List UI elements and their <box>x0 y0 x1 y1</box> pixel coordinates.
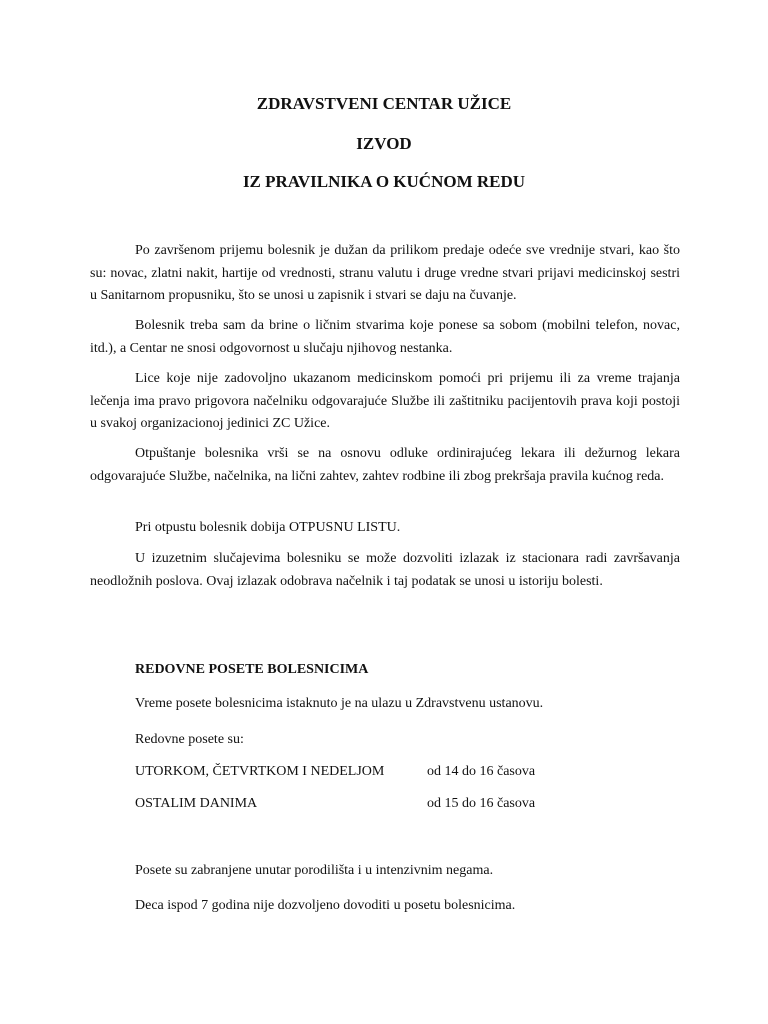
visit-schedule-row <box>135 762 535 782</box>
paragraph-complaints <box>90 368 680 436</box>
visit-hours: od 15 do 16 časova <box>427 796 536 811</box>
visits-restricted-note: Posete su zabranjene unutar porodilišta i u intenzivnim negama. <box>135 863 494 878</box>
paragraph-discharge <box>90 443 680 488</box>
paragraph-text: Po završenom prijemu bolesnik je dužan da prilikom predaje odeće sve vrednije stvari, kao što su: novac, zlatni nakit, hartije od vrednosti, stranu valutu i druge vredne stvari prijavi medicinskoj sestri u Sanitarnom propusniku, što se unosi u zapisnik i stvari se daju na čuvanje. <box>90 243 680 303</box>
visit-days: UTORKOM, ČETVRTKOM I NEDELJOM <box>135 764 385 779</box>
paragraph-leave <box>90 548 680 593</box>
paragraph-discharge-letter <box>90 517 680 540</box>
document-type-title: IZVOD <box>356 134 412 153</box>
paragraph-text: Otpuštanje bolesnika vrši se na osnovu odluke ordinirajućeg lekara ili dežurnog lekara odgovarajuće Službe, načelnika, na lični zahtev, zahtev rodbine ili zbog prekršaja pravila kućnog reda. <box>90 446 680 484</box>
paragraph-text: Bolesnik treba sam da brine o ličnim stvarima koje ponese sa sobom (mobilni telefon, novac, itd.), a Centar ne snosi odgovornost u slučaju njihovog nestanka. <box>90 318 680 356</box>
visit-schedule-row <box>135 794 535 814</box>
visits-children-note: Deca ispod 7 godina nije dozvoljeno dovoditi u posetu bolesnicima. <box>135 898 516 913</box>
visits-intro: Vreme posete bolesnicima istaknuto je na ulazu u Zdravstvenu ustanovu. <box>135 696 544 711</box>
visit-days: OSTALIM DANIMA <box>135 796 258 811</box>
paragraph-text: Pri otpustu bolesnik dobija OTPUSNU LISTU. <box>135 520 401 535</box>
institution-title: ZDRAVSTVENI CENTAR UŽICE <box>256 94 512 113</box>
visit-hours: od 14 do 16 časova <box>427 764 536 779</box>
paragraph-valuables <box>90 240 680 308</box>
document-subtitle: IZ PRAVILNIKA O KUĆNOM REDU <box>242 172 526 191</box>
visits-schedule-label: Redovne posete su: <box>135 732 244 747</box>
paragraph-text: U izuzetnim slučajevima bolesniku se može dozvoliti izlazak iz stacionara radi završavanja neodložnih poslova. Ovaj izlazak odobrava načelnik i taj podatak se unosi u istoriju bolesti. <box>90 551 680 589</box>
visits-heading: REDOVNE POSETE BOLESNICIMA <box>135 662 369 677</box>
paragraph-personal-items <box>90 315 680 360</box>
paragraph-text: Lice koje nije zadovoljno ukazanom medicinskom pomoći pri prijemu ili za vreme trajanja lečenja ima pravo prigovora načelniku odgovarajuće Službe ili zaštitniku pacijentovih prava koji postoji u svakoj organizacionoj jedinici ZC Užice. <box>90 371 680 431</box>
